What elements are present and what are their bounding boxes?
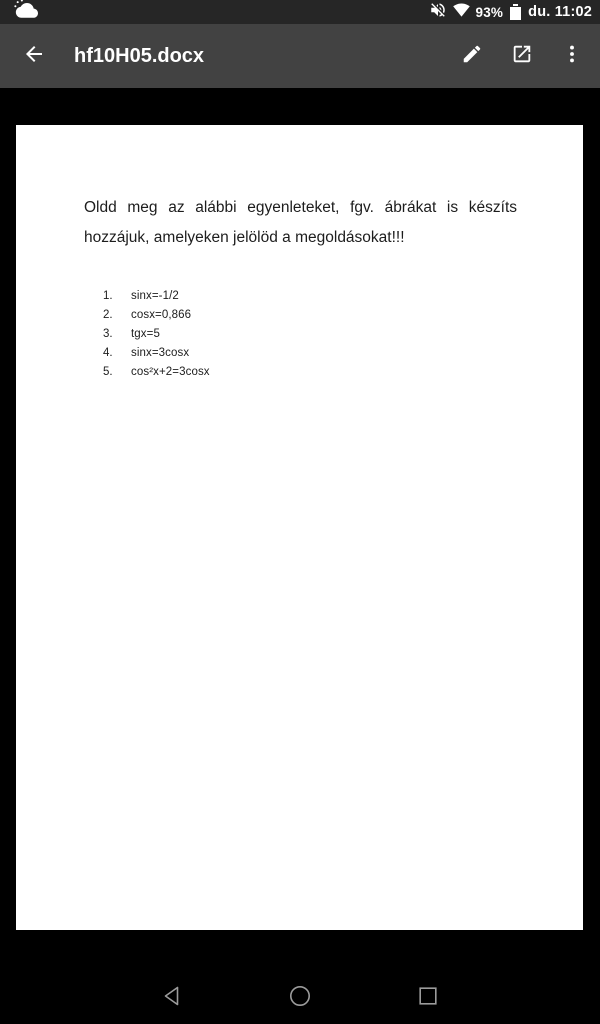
list-item xyxy=(103,325,583,344)
nav-home-button[interactable] xyxy=(289,987,311,1009)
edit-button[interactable] xyxy=(458,42,486,70)
list-item xyxy=(103,287,583,306)
list-item-number: 1. xyxy=(103,290,113,303)
overflow-menu-icon xyxy=(561,43,583,70)
list-item-number: 4. xyxy=(103,346,113,359)
list-item xyxy=(103,306,583,325)
status-bar-clock: du. 11:02 xyxy=(528,4,592,20)
list-item-number: 3. xyxy=(103,327,113,340)
document-paragraph: Oldd meg az alábbi egyenleteket, fgv. ábrákat is készíts hozzájuk, amelyeken jelölöd a megoldásokat!!! xyxy=(84,199,517,246)
list-item-text: cosx=0,866 xyxy=(131,309,192,322)
edit-pencil-icon xyxy=(461,43,483,70)
nav-back-icon xyxy=(163,985,181,1012)
document-title: hf10H05.docx xyxy=(74,44,205,67)
status-bar xyxy=(0,0,600,24)
volume-off-icon xyxy=(429,1,447,24)
list-item-text: sinx=-1/2 xyxy=(131,290,179,303)
list-item-number: 2. xyxy=(103,309,113,322)
navigation-bar xyxy=(0,960,600,1024)
nav-home-icon xyxy=(289,985,311,1012)
document-viewer[interactable] xyxy=(0,88,600,1024)
battery-percent: 93% xyxy=(475,4,504,20)
status-bar-system-icons xyxy=(429,1,594,24)
open-in-new-icon xyxy=(511,43,533,70)
back-arrow-icon xyxy=(22,42,46,71)
toolbar-actions xyxy=(458,42,586,70)
document-page[interactable] xyxy=(16,125,583,930)
battery-icon xyxy=(510,4,521,20)
open-in-new-button[interactable] xyxy=(508,42,536,70)
nav-back-button[interactable] xyxy=(161,987,183,1009)
list-item-text: sinx=3cosx xyxy=(131,346,190,359)
list-item-text: cos²x+2=3cosx xyxy=(131,365,210,378)
list-item xyxy=(103,343,583,362)
status-bar-notifications xyxy=(6,0,38,25)
overflow-menu-button[interactable] xyxy=(558,42,586,70)
weather-cloud-icon xyxy=(14,0,38,25)
list-item-number: 5. xyxy=(103,365,113,378)
nav-recents-icon xyxy=(418,986,438,1011)
wifi-icon xyxy=(453,2,470,22)
list-item xyxy=(103,362,583,381)
list-item-text: tgx=5 xyxy=(131,327,160,340)
nav-recents-button[interactable] xyxy=(417,987,439,1009)
back-button[interactable] xyxy=(20,42,48,70)
toolbar xyxy=(0,24,600,88)
equation-list xyxy=(16,287,583,381)
